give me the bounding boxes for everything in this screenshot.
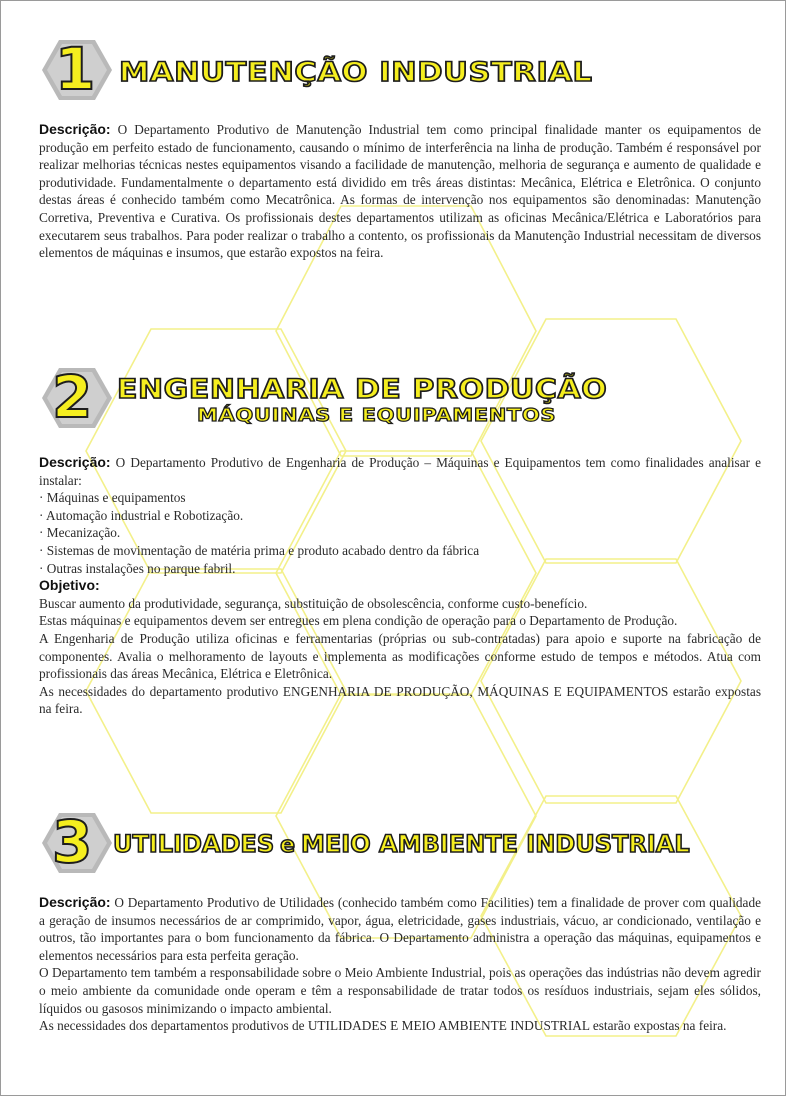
section-1-title: MANUTENÇÃO INDUSTRIAL: [119, 57, 593, 88]
section-1-description: [39, 121, 761, 262]
section-2-objective-paragraph: Estas máquinas e equipamentos devem ser entregues em plena condição de operação para o Departamento de Produção.: [39, 613, 678, 629]
section-1-header: [1, 1, 786, 111]
section-3-paragraph: As necessidades dos departamentos produtivos de UTILIDADES E MEIO AMBIENTE INDUSTRIAL estarão expostas na feira.: [39, 1018, 727, 1034]
section-2-description-text: O Departamento Produtivo de Engenharia de Produção – Máquinas e Equipamentos tem como finalidades analisar e instalar:: [39, 455, 762, 488]
section-2-title: ENGENHARIA DE PRODUÇÃO: [117, 374, 608, 405]
section-2-bullet: · Automação industrial e Robotização.: [39, 507, 244, 523]
section-3-number: 3: [52, 808, 93, 876]
section-1-description-text: O Departamento Produtivo de Manutenção Industrial tem como principal finalidade manter os equipamentos de produção em perfeito estado de funcionamento, causando o mínimo de interferência na linha de produção. Também é responsável por realizar melhorias técnicas nestes equipamentos visando a facilidade de manutenção, melhoria de segurança e aumento de qualidade e produtividade. Fundamentalmente o departamento está dividido em três áreas distintas: Mecânica, Elétrica e Eletrônica. O conjunto destas áreas é conhecido também como Mecatrônica. As formas de intervenção nos equipamentos são denominadas: Manutenção Corretiva, Preventiva e Curativa. Os profissionais destes departamentos utilizam as oficinas Mecânica/Elétrica e Laboratórios para executarem seus trabalhos. Para poder realizar o trabalho a contento, os profissionais da Manutenção Industrial necessitam de diversos elementos de máquinas e insumos, que estarão expostos na feira.: [39, 122, 761, 261]
section-3-description: [39, 894, 761, 964]
section-2-body: [39, 454, 761, 718]
section-3-description-text: O Departamento Produtivo de Utilidades (conhecido também como Facilities) tem a finalidade de prover com qualidade a geração de insumos necessários de ar comprimido, vapor, água, eletricidade, gases industriais, vácuo, ar condicionado, ventilação e outros, tão importantes para o bom funcionamento da fábrica. O Departamento administra a operação das máquinas, equipamentos e elementos necessários para esta perfeita geração.: [39, 895, 761, 963]
section-2-description-label: Descrição:: [39, 454, 111, 470]
section-2-number: 2: [52, 363, 93, 431]
section-2-objective-paragraph: As necessidades do departamento produtivo ENGENHARIA DE PRODUÇÃO, MÁQUINAS E EQUIPAMENTOS estarão expostas na feira.: [39, 683, 761, 717]
section-1-body: [39, 121, 761, 262]
section-3-description-label: Descrição:: [39, 894, 111, 910]
section-3-title-part1: UTILIDADES: [113, 830, 275, 858]
section-2-description: [39, 454, 761, 489]
section-3-header: [1, 806, 786, 886]
section-3-title-connector: e: [280, 833, 296, 858]
section-2-objective-label: Objetivo:: [39, 577, 100, 594]
section-2-subtitle: MÁQUINAS E EQUIPAMENTOS: [197, 405, 557, 426]
section-1-description-label: Descrição:: [39, 121, 111, 137]
section-2-header: [1, 361, 786, 441]
section-3-title-part2: MEIO AMBIENTE INDUSTRIAL: [301, 830, 690, 858]
section-1-number: 1: [55, 35, 96, 103]
section-2-objective-paragraph: Buscar aumento da produtividade, segurança, substituição de obsolescência, conforme custo-benefício.: [39, 595, 588, 611]
section-2-objective-paragraph: A Engenharia de Produção utiliza oficinas e ferramentarias (próprias ou sub-contratadas) para apoio e suporte na fabricação de componentes. Avalia o melhoramento de layouts e implementa as modificações conforme estudo de tempos e métodos. Atua com profissionais das áreas Mecânica, Elétrica e Eletrônica.: [39, 630, 761, 682]
section-2-bullet: · Mecanização.: [39, 525, 121, 541]
section-2-bullet: · Máquinas e equipamentos: [39, 490, 186, 506]
section-2-bullet: · Outras instalações no parque fabril.: [39, 560, 236, 576]
section-3-body: [39, 894, 761, 1035]
section-2-bullet: · Sistemas de movimentação de matéria prima e produto acabado dentro da fábrica: [39, 542, 480, 558]
section-3-title: [113, 828, 690, 862]
section-3-paragraph: O Departamento tem também a responsabilidade sobre o Meio Ambiente Industrial, pois as operações das indústrias não devem agredir o meio ambiente da comunidade onde operam e têm a responsabilidade de tratar todos os resíduos industriais, sejam eles sólidos, líquidos ou gasosos minimizando o impacto ambiental.: [39, 965, 761, 1016]
